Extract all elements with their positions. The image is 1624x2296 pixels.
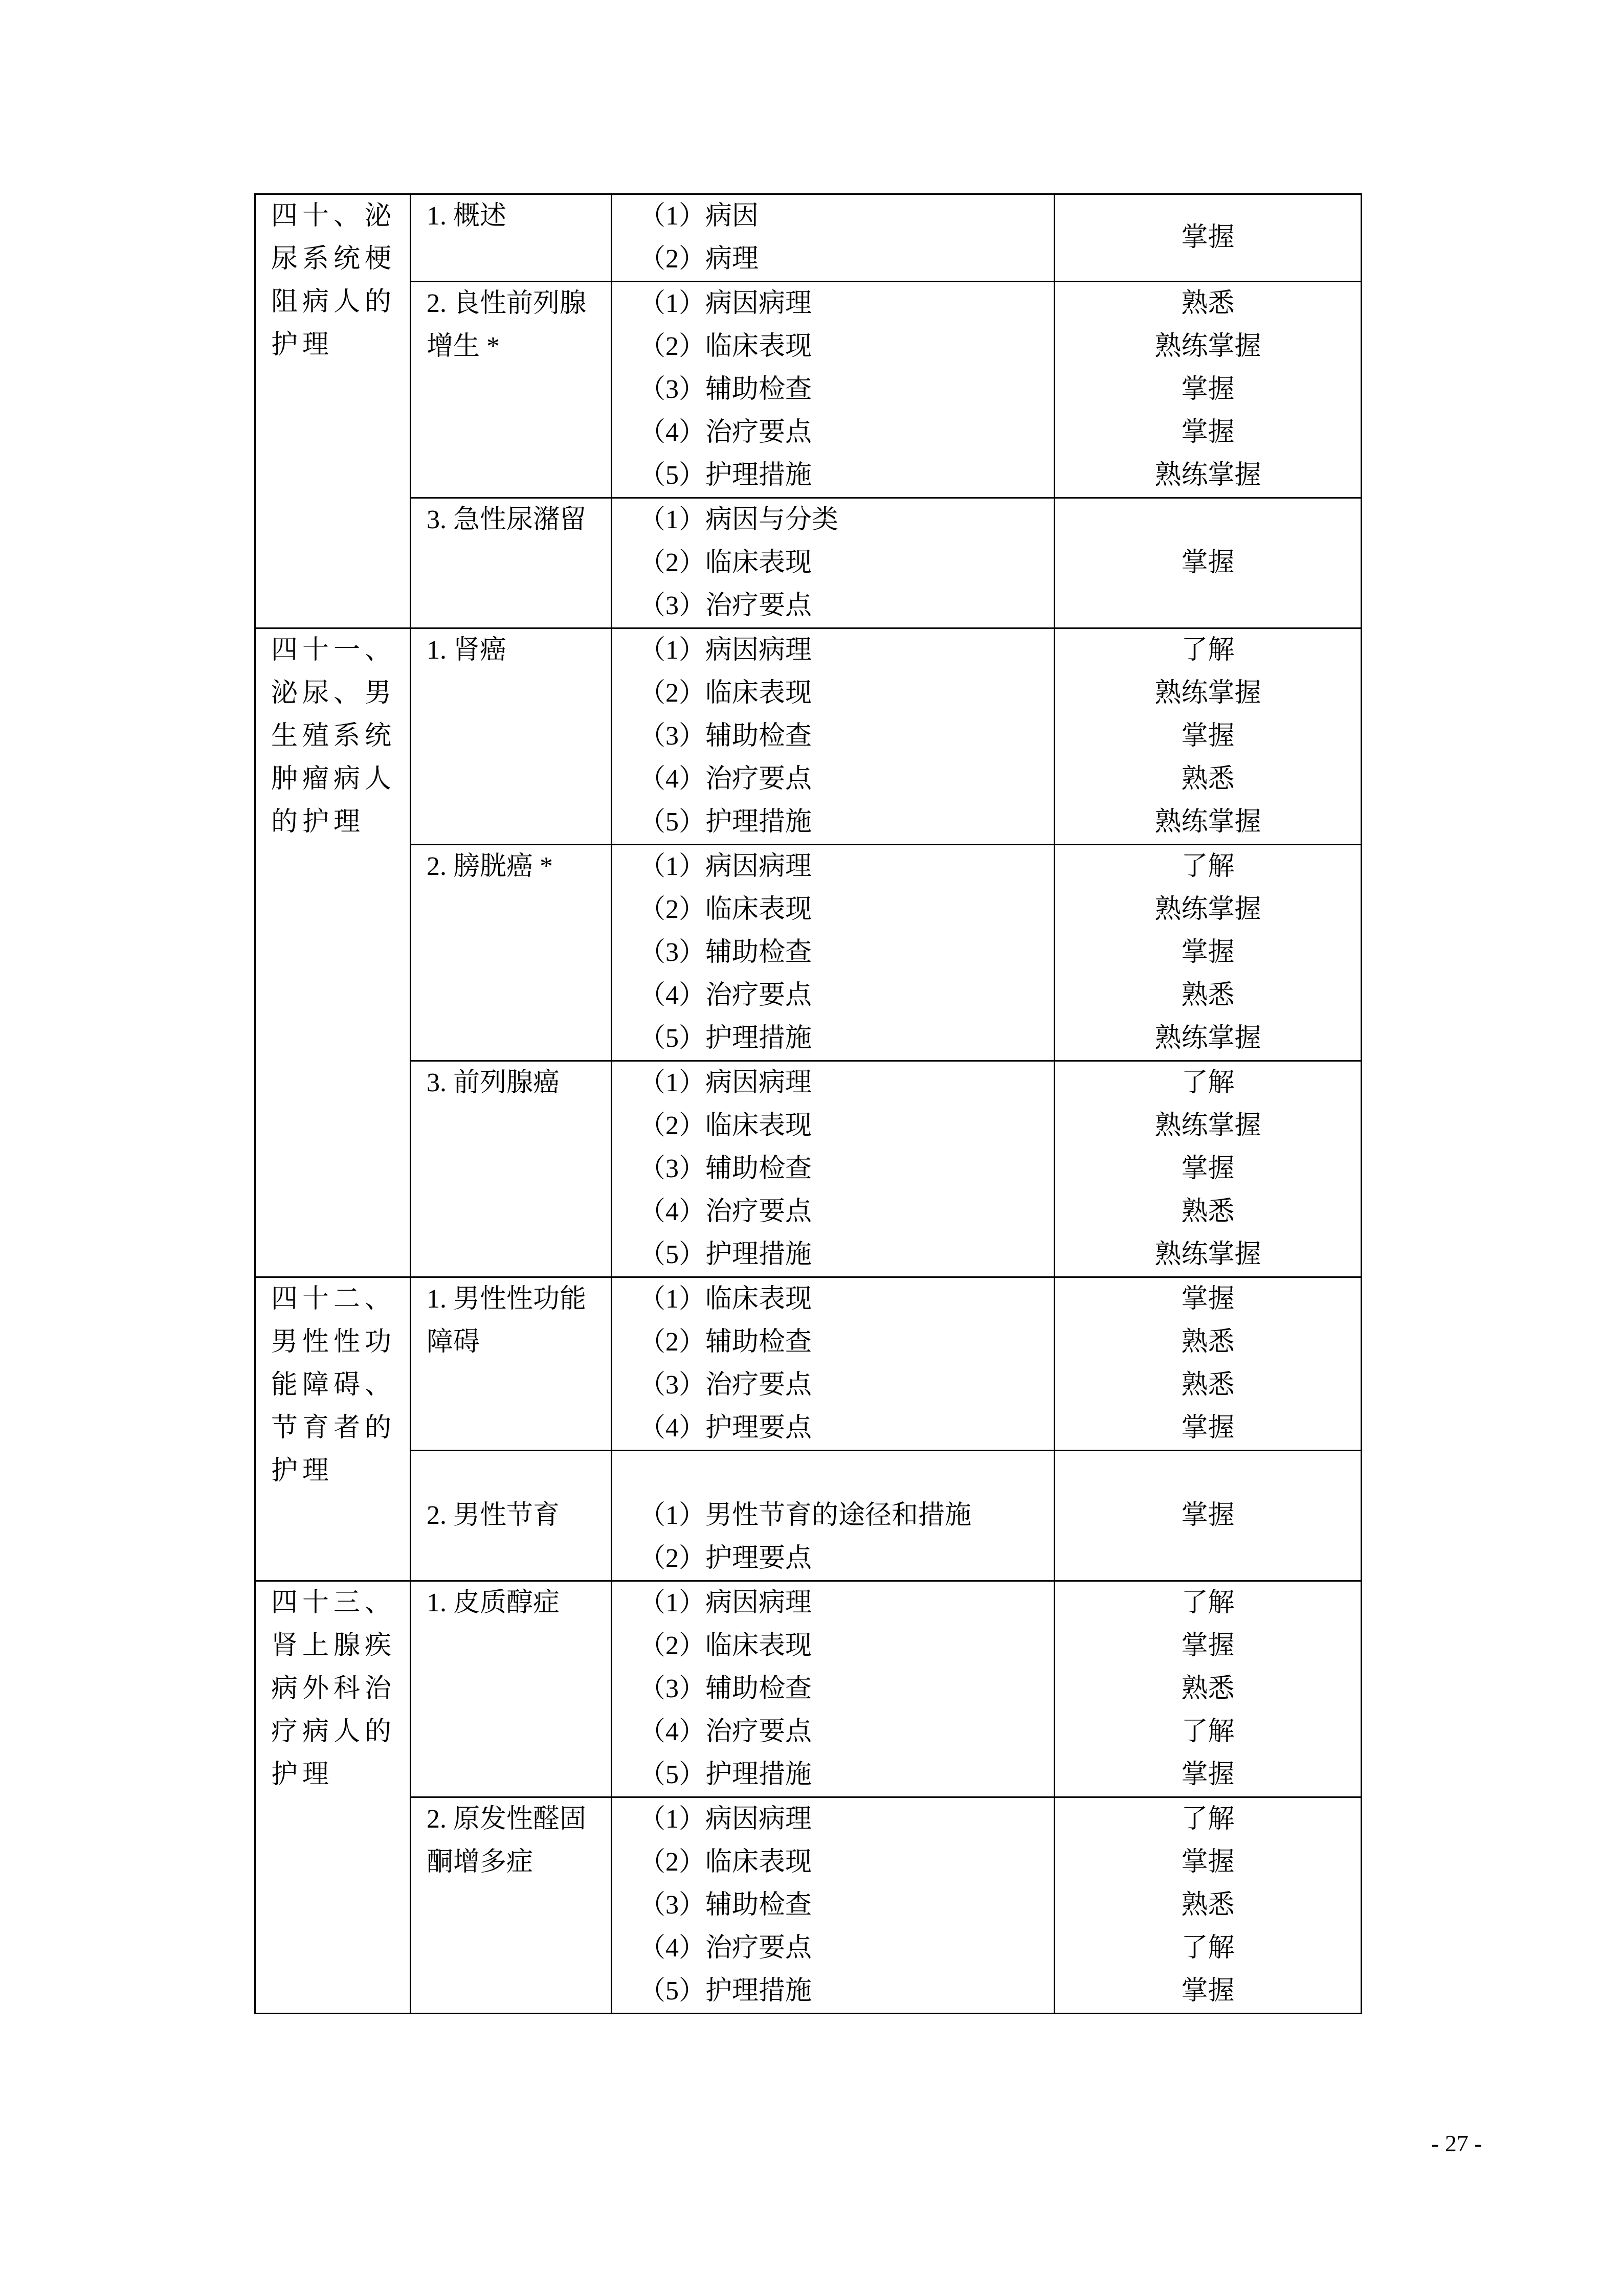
chapter-title-line: 病外科治 bbox=[271, 1674, 396, 1703]
table-row bbox=[255, 628, 1362, 845]
content-item: （3）治疗要点 bbox=[639, 1370, 812, 1400]
requirement-level-cell bbox=[1055, 282, 1362, 498]
requirement-level-cell bbox=[1055, 194, 1362, 282]
content-item: （4）治疗要点 bbox=[639, 1197, 812, 1226]
topic-cell bbox=[411, 1581, 612, 1797]
requirement-level: 掌握 bbox=[1181, 223, 1235, 252]
chapter-title-line: 肾上腺疾 bbox=[271, 1631, 396, 1660]
table-row bbox=[255, 1451, 1362, 1581]
chapter-title-line: 节育者的 bbox=[271, 1413, 396, 1443]
content-item: （1）临床表现 bbox=[639, 1285, 812, 1314]
requirement-level-cell bbox=[1055, 1797, 1362, 2014]
topic-title-line: 1. 肾癌 bbox=[427, 636, 507, 665]
topic-cell bbox=[411, 1277, 612, 1451]
requirement-level: 熟练掌握 bbox=[1154, 1024, 1261, 1053]
requirement-level: 熟悉 bbox=[1181, 1890, 1235, 1920]
requirement-level-cell bbox=[1055, 1451, 1362, 1581]
requirement-level: 掌握 bbox=[1181, 418, 1235, 447]
content-item: （2）临床表现 bbox=[639, 548, 812, 577]
requirement-level: 熟练掌握 bbox=[1154, 1240, 1261, 1269]
content-item: （2）临床表现 bbox=[639, 332, 812, 361]
requirement-level: 了解 bbox=[1181, 1588, 1235, 1617]
chapter-title-line: 四十一、 bbox=[271, 636, 396, 665]
content-cell bbox=[612, 1061, 1055, 1277]
content-item: （2）辅助检查 bbox=[639, 1327, 812, 1357]
topic-cell bbox=[411, 628, 612, 845]
requirement-level: 熟练掌握 bbox=[1154, 1111, 1261, 1140]
content-item: （3）辅助检查 bbox=[639, 1890, 812, 1920]
table-row bbox=[255, 498, 1362, 628]
requirement-level: 了解 bbox=[1181, 1717, 1235, 1746]
table-row bbox=[255, 1797, 1362, 2014]
chapter-cell bbox=[255, 628, 411, 1277]
requirement-level: 掌握 bbox=[1181, 1413, 1235, 1443]
content-item: （3）辅助检查 bbox=[639, 1674, 812, 1703]
topic-cell bbox=[411, 498, 612, 628]
requirement-level: 掌握 bbox=[1181, 375, 1235, 404]
chapter-cell bbox=[255, 1277, 411, 1581]
content-item: （5）护理措施 bbox=[639, 1240, 812, 1269]
requirement-level: 熟练掌握 bbox=[1154, 679, 1261, 708]
chapter-title-line: 护理 bbox=[271, 1760, 334, 1789]
requirement-level: 了解 bbox=[1181, 852, 1235, 881]
requirement-level: 熟悉 bbox=[1181, 764, 1235, 794]
chapter-title-line: 护理 bbox=[271, 330, 334, 359]
chapter-title-line: 的护理 bbox=[271, 807, 365, 837]
topic-title-line: 3. 前列腺癌 bbox=[427, 1068, 560, 1097]
requirement-level: 熟悉 bbox=[1181, 1197, 1235, 1226]
requirement-level-cell bbox=[1055, 845, 1362, 1061]
content-cell bbox=[612, 628, 1055, 845]
content-item: （5）护理措施 bbox=[639, 1760, 812, 1789]
requirement-level: 掌握 bbox=[1181, 548, 1235, 577]
content-item: （3）辅助检查 bbox=[639, 722, 812, 751]
chapter-title-line: 男性性功 bbox=[271, 1327, 396, 1357]
content-item: （3）治疗要点 bbox=[639, 591, 812, 620]
table-row bbox=[255, 194, 1362, 282]
content-cell bbox=[612, 1451, 1055, 1581]
page-number: - 27 - bbox=[1431, 2130, 1482, 2156]
requirement-level-cell bbox=[1055, 1277, 1362, 1451]
table-row bbox=[255, 282, 1362, 498]
requirement-level-cell bbox=[1055, 1581, 1362, 1797]
content-item: （1）病因与分类 bbox=[639, 505, 839, 534]
topic-cell bbox=[411, 194, 612, 282]
content-cell bbox=[612, 1277, 1055, 1451]
table-row bbox=[255, 845, 1362, 1061]
topic-title-line: 酮增多症 bbox=[427, 1848, 533, 1877]
requirement-level: 熟悉 bbox=[1181, 981, 1235, 1010]
chapter-title-line: 护理 bbox=[271, 1456, 334, 1485]
topic-title-line: 2. 良性前列腺 bbox=[427, 289, 587, 318]
table-row bbox=[255, 1581, 1362, 1797]
requirement-level: 了解 bbox=[1181, 636, 1235, 665]
topic-title-line: 1. 概述 bbox=[427, 201, 507, 231]
requirement-level: 熟练掌握 bbox=[1154, 332, 1261, 361]
content-item: （1）男性节育的途径和措施 bbox=[639, 1501, 972, 1530]
chapter-title-line: 疗病人的 bbox=[271, 1717, 396, 1746]
topic-title-line: 2. 原发性醛固 bbox=[427, 1805, 587, 1834]
content-item: （5）护理措施 bbox=[639, 807, 812, 837]
chapter-title-line: 四十三、 bbox=[271, 1588, 396, 1617]
requirement-level-cell bbox=[1055, 498, 1362, 628]
topic-cell bbox=[411, 1797, 612, 2014]
chapter-cell bbox=[255, 194, 411, 628]
content-item: （1）病因病理 bbox=[639, 852, 812, 881]
requirement-level: 熟练掌握 bbox=[1154, 807, 1261, 837]
requirement-level: 了解 bbox=[1181, 1068, 1235, 1097]
topic-cell bbox=[411, 1451, 612, 1581]
content-item: （4）治疗要点 bbox=[639, 418, 812, 447]
content-item: （1）病因病理 bbox=[639, 1068, 812, 1097]
blank-line bbox=[427, 1451, 606, 1494]
topic-title-line: 障碍 bbox=[427, 1327, 480, 1357]
chapter-title-line: 生殖系统 bbox=[271, 722, 396, 751]
requirement-level: 熟悉 bbox=[1181, 289, 1235, 318]
content-item: （2）临床表现 bbox=[639, 679, 812, 708]
topic-title-line: 2. 男性节育 bbox=[427, 1501, 560, 1530]
topic-title-line: 1. 皮质醇症 bbox=[427, 1588, 560, 1617]
content-item: （2）临床表现 bbox=[639, 1111, 812, 1140]
content-item: （1）病因病理 bbox=[639, 289, 812, 318]
content-cell bbox=[612, 498, 1055, 628]
content-item: （1）病因病理 bbox=[639, 1805, 812, 1834]
requirement-level: 掌握 bbox=[1181, 1631, 1235, 1660]
requirement-level: 掌握 bbox=[1181, 1848, 1235, 1877]
topic-title-line: 3. 急性尿潴留 bbox=[427, 505, 587, 534]
topic-title-line: 1. 男性性功能 bbox=[427, 1285, 587, 1314]
blank-line bbox=[639, 1451, 1054, 1494]
requirement-level: 掌握 bbox=[1181, 1154, 1235, 1183]
content-item: （4）护理要点 bbox=[639, 1413, 812, 1443]
content-item: （2）护理要点 bbox=[639, 1544, 812, 1573]
content-item: （1）病因病理 bbox=[639, 1588, 812, 1617]
content-item: （5）护理措施 bbox=[639, 1976, 812, 2006]
requirement-level: 掌握 bbox=[1181, 938, 1235, 967]
requirement-level: 熟练掌握 bbox=[1154, 461, 1261, 490]
content-item: （4）治疗要点 bbox=[639, 1717, 812, 1746]
chapter-title-line: 阻病人的 bbox=[271, 287, 396, 317]
table-row bbox=[255, 1277, 1362, 1451]
requirement-level-cell bbox=[1055, 628, 1362, 845]
requirement-level: 掌握 bbox=[1181, 1760, 1235, 1789]
chapter-title-line: 尿系统梗 bbox=[271, 244, 396, 274]
content-item: （1）病因 bbox=[639, 201, 759, 231]
requirement-level: 了解 bbox=[1181, 1933, 1235, 1963]
topic-title-line: 2. 膀胱癌 * bbox=[427, 852, 553, 881]
chapter-title-line: 能障碍、 bbox=[271, 1370, 396, 1400]
chapter-title-line: 四十二、 bbox=[271, 1285, 396, 1314]
content-item: （4）治疗要点 bbox=[639, 1933, 812, 1963]
content-item: （3）辅助检查 bbox=[639, 1154, 812, 1183]
content-cell bbox=[612, 1797, 1055, 2014]
content-item: （2）临床表现 bbox=[639, 1848, 812, 1877]
content-item: （1）病因病理 bbox=[639, 636, 812, 665]
content-item: （4）治疗要点 bbox=[639, 981, 812, 1010]
requirement-level: 熟练掌握 bbox=[1154, 895, 1261, 924]
requirement-level: 掌握 bbox=[1181, 1976, 1235, 2006]
topic-title-line: 增生 * bbox=[427, 332, 500, 361]
content-item: （3）辅助检查 bbox=[639, 938, 812, 967]
requirement-level: 了解 bbox=[1181, 1805, 1235, 1834]
requirement-level: 掌握 bbox=[1181, 1285, 1235, 1314]
content-cell bbox=[612, 194, 1055, 282]
chapter-title-line: 泌尿、男 bbox=[271, 679, 396, 708]
requirement-level: 掌握 bbox=[1181, 1501, 1235, 1530]
requirement-level: 掌握 bbox=[1181, 722, 1235, 751]
syllabus-table-body bbox=[255, 194, 1362, 2014]
requirement-level: 熟悉 bbox=[1181, 1327, 1235, 1357]
content-item: （2）病理 bbox=[639, 244, 759, 274]
content-item: （4）治疗要点 bbox=[639, 764, 812, 794]
content-item: （3）辅助检查 bbox=[639, 375, 812, 404]
content-cell bbox=[612, 282, 1055, 498]
chapter-title-line: 肿瘤病人 bbox=[271, 764, 396, 794]
content-cell bbox=[612, 845, 1055, 1061]
content-item: （5）护理措施 bbox=[639, 1024, 812, 1053]
topic-cell bbox=[411, 282, 612, 498]
content-item: （5）护理措施 bbox=[639, 461, 812, 490]
content-item: （2）临床表现 bbox=[639, 1631, 812, 1660]
chapter-cell bbox=[255, 1581, 411, 2014]
topic-cell bbox=[411, 1061, 612, 1277]
content-item: （2）临床表现 bbox=[639, 895, 812, 924]
requirement-level-cell bbox=[1055, 1061, 1362, 1277]
table-row bbox=[255, 1061, 1362, 1277]
chapter-title-line: 四十、泌 bbox=[271, 201, 396, 231]
requirement-level: 熟悉 bbox=[1181, 1370, 1235, 1400]
requirement-level: 熟悉 bbox=[1181, 1674, 1235, 1703]
syllabus-table bbox=[254, 193, 1362, 2014]
content-cell bbox=[612, 1581, 1055, 1797]
topic-cell bbox=[411, 845, 612, 1061]
